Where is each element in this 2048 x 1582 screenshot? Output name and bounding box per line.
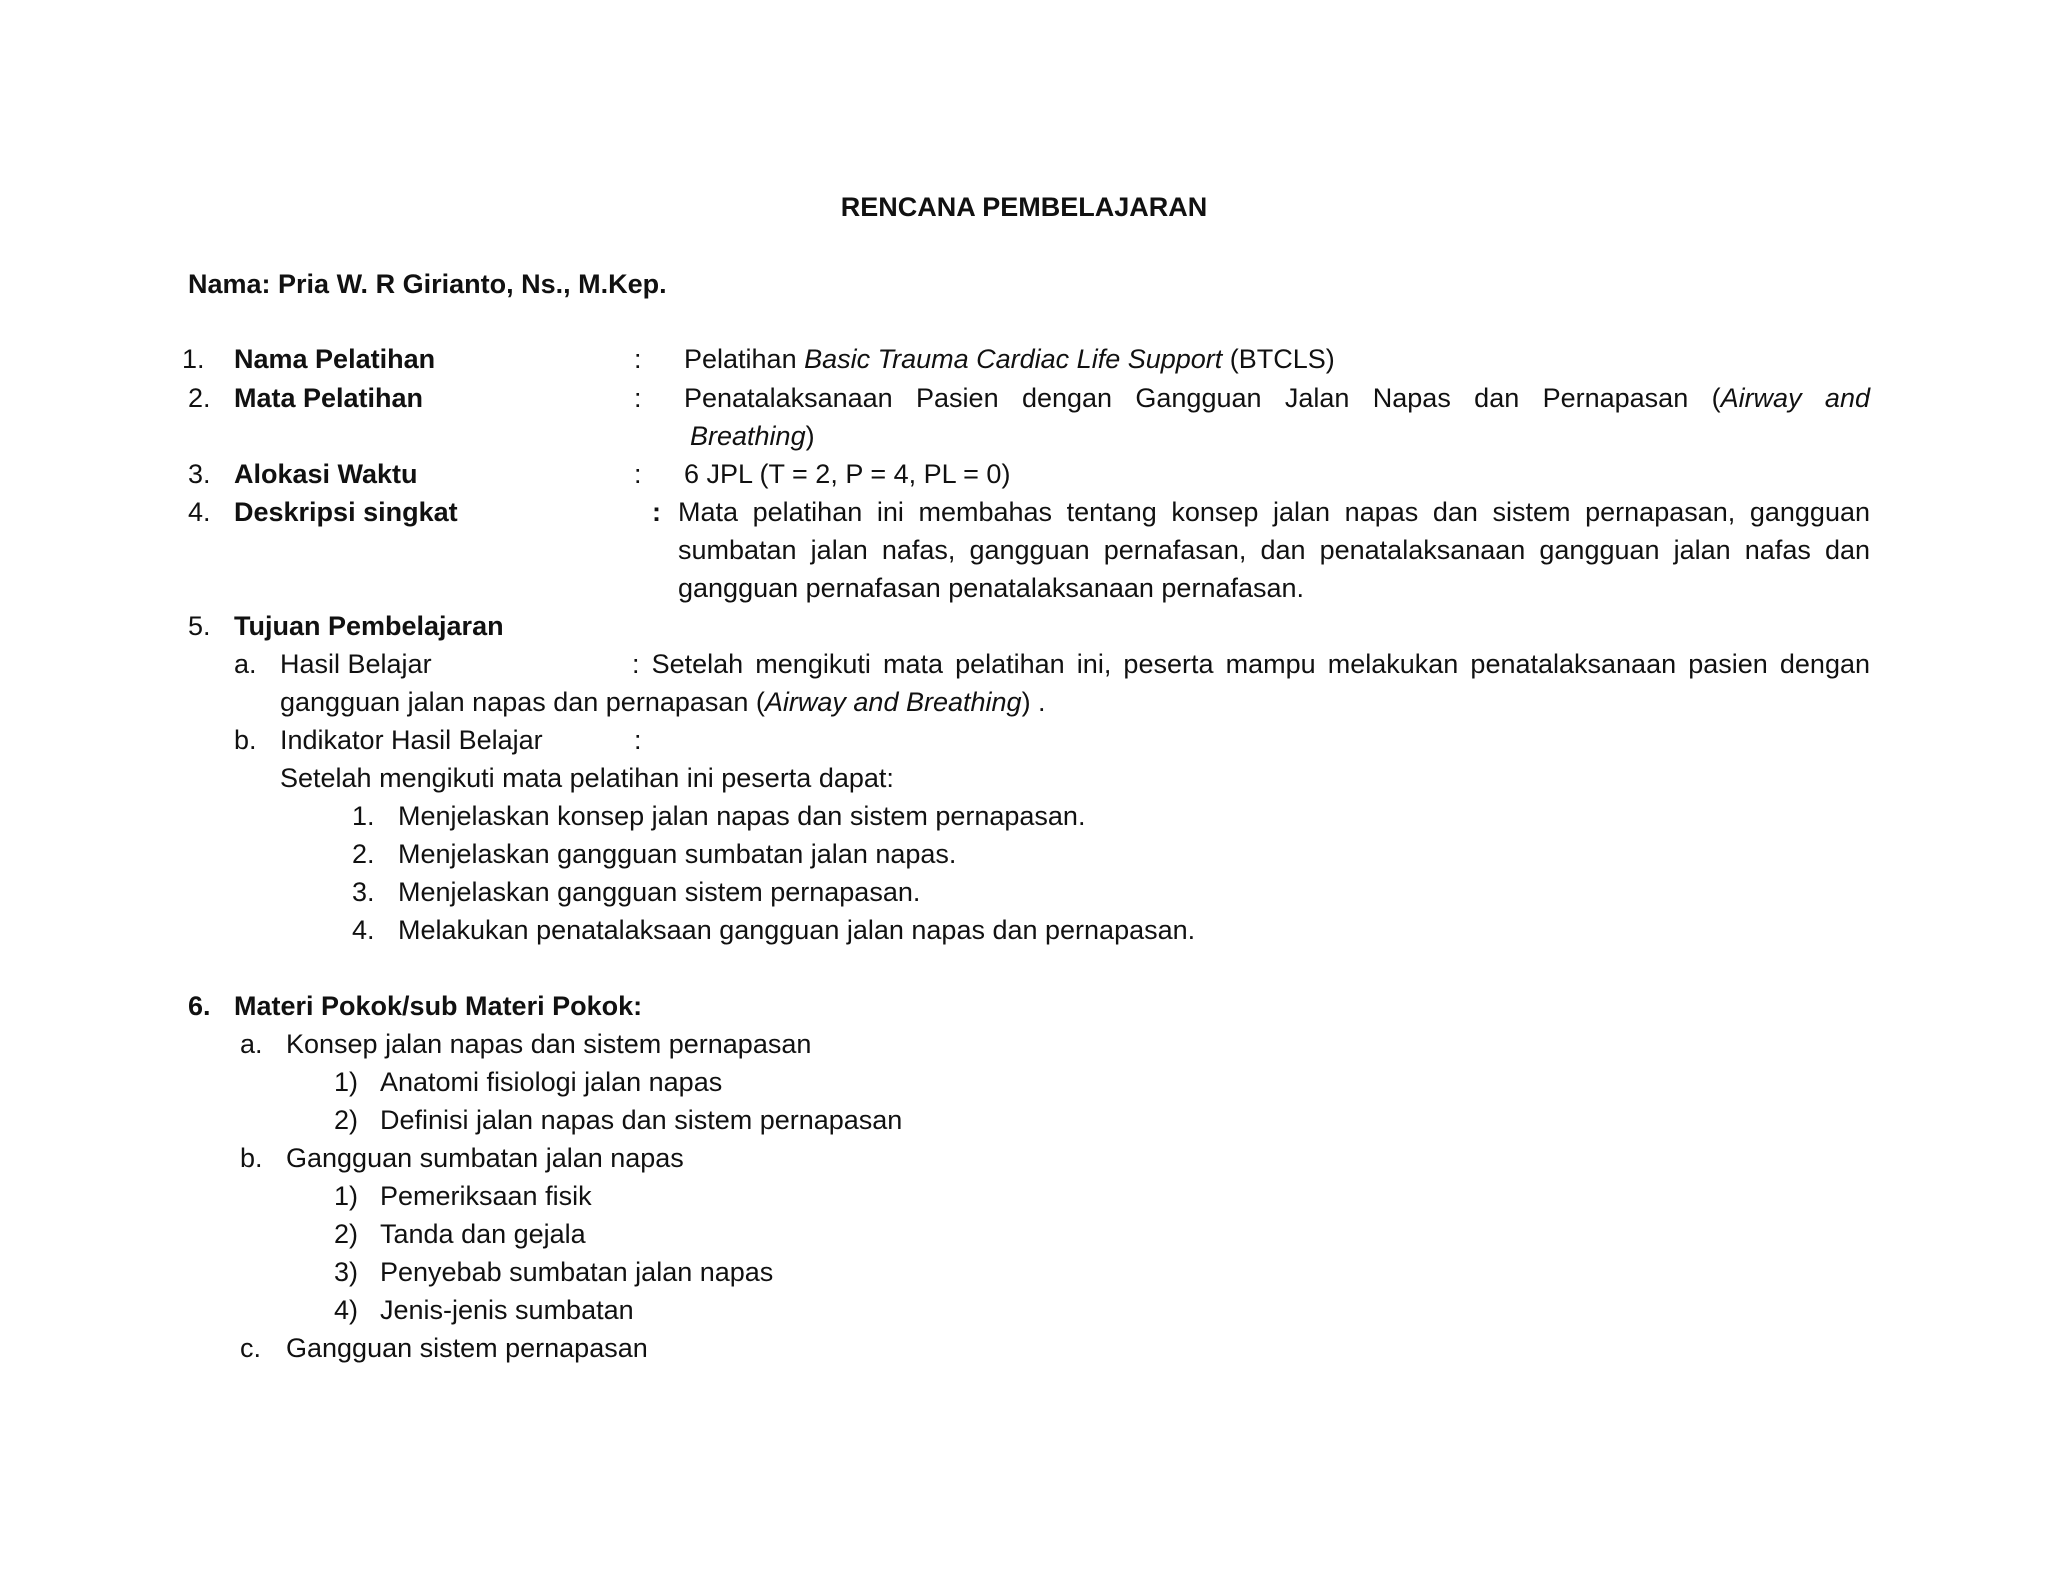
item-4-label: Deskripsi singkat xyxy=(234,497,458,527)
item-2-value-line1 xyxy=(684,379,1870,417)
item-4-value-line1: Mata pelatihan ini membahas tentang konsep jalan napas dan sistem pernapasan, gangguan xyxy=(678,497,1870,527)
item-3-label: Alokasi Waktu xyxy=(234,459,418,489)
author-line: Nama: Pria W. R Girianto, Ns., M.Kep. xyxy=(188,269,667,299)
materi-a-2-text: Definisi jalan napas dan sistem pernapasan xyxy=(380,1105,903,1135)
item-4-value-line2: sumbatan jalan nafas, gangguan pernafasan, dan penatalaksanaan gangguan jalan nafas dan xyxy=(678,535,1870,565)
item-5b-label: Indikator Hasil Belajar xyxy=(280,725,543,755)
materi-a-1-number: 1) xyxy=(334,1067,359,1097)
item-1-value-prefix: Pelatihan xyxy=(684,344,805,374)
indicator-4-number: 4. xyxy=(352,915,375,945)
item-5a-line2 xyxy=(280,683,1046,721)
item-3-number: 3. xyxy=(188,459,211,489)
materi-b-letter: b. xyxy=(240,1143,263,1173)
item-2-value-italic: Airway and xyxy=(1720,383,1870,413)
materi-b-text: Gangguan sumbatan jalan napas xyxy=(286,1143,684,1173)
item-4-value-line3: gangguan pernafasan penatalaksanaan pernafasan. xyxy=(678,573,1305,603)
indicator-3-number: 3. xyxy=(352,877,375,907)
materi-b-2-text: Tanda dan gejala xyxy=(380,1219,586,1249)
item-1-number: 1. xyxy=(182,344,205,374)
item-2-value-line2 xyxy=(690,417,815,455)
item-1-value xyxy=(684,340,1335,378)
indicator-3-text: Menjelaskan gangguan sistem pernapasan. xyxy=(398,877,921,907)
item-5b-colon: : xyxy=(634,725,642,755)
item-5-number: 5. xyxy=(188,611,211,641)
materi-b-1-number: 1) xyxy=(334,1181,359,1211)
item-1-value-suffix: (BTCLS) xyxy=(1222,344,1335,374)
materi-a-2-number: 2) xyxy=(334,1105,359,1135)
item-2-label: Mata Pelatihan xyxy=(234,383,424,413)
item-2-value-line2-suffix: ) xyxy=(805,421,815,451)
page-title: RENCANA PEMBELAJARAN xyxy=(840,192,1208,222)
item-3-colon: : xyxy=(634,459,642,489)
item-2-value-line2-italic: Breathing xyxy=(690,421,806,451)
item-5a-line2-prefix: gangguan jalan napas dan pernapasan ( xyxy=(280,687,765,717)
materi-c-letter: c. xyxy=(240,1333,262,1363)
materi-b-3-number: 3) xyxy=(334,1257,359,1287)
indicator-1-number: 1. xyxy=(352,801,375,831)
materi-a-text: Konsep jalan napas dan sistem pernapasan xyxy=(286,1029,812,1059)
item-5a-label: Hasil Belajar xyxy=(280,649,432,679)
materi-c-text: Gangguan sistem pernapasan xyxy=(286,1333,648,1363)
item-4-colon: : xyxy=(652,497,661,527)
materi-a-1-text: Anatomi fisiologi jalan napas xyxy=(380,1067,723,1097)
item-6-number: 6. xyxy=(188,991,211,1021)
indicator-2-number: 2. xyxy=(352,839,375,869)
item-2-colon: : xyxy=(634,383,642,413)
item-5a-line2-italic: Airway and Breathing xyxy=(764,687,1022,717)
item-3-value: 6 JPL (T = 2, P = 4, PL = 0) xyxy=(684,459,1011,489)
item-2-number: 2. xyxy=(188,383,211,413)
item-5b-letter: b. xyxy=(234,725,257,755)
item-1-value-italic: Basic Trauma Cardiac Life Support xyxy=(804,344,1223,374)
item-1-colon: : xyxy=(634,344,642,374)
item-1-label: Nama Pelatihan xyxy=(234,344,436,374)
item-5a-line1: : Setelah mengikuti mata pelatihan ini, peserta mampu melakukan penatalaksanaan pasien dengan xyxy=(632,649,1870,679)
indicator-2-text: Menjelaskan gangguan sumbatan jalan napas. xyxy=(398,839,957,869)
indicator-4-text: Melakukan penatalaksaan gangguan jalan napas dan pernapasan. xyxy=(398,915,1196,945)
indicator-1-text: Menjelaskan konsep jalan napas dan sistem pernapasan. xyxy=(398,801,1086,831)
materi-a-letter: a. xyxy=(240,1029,263,1059)
item-6-label: Materi Pokok/sub Materi Pokok: xyxy=(234,991,643,1021)
materi-b-4-number: 4) xyxy=(334,1295,359,1325)
item-5a-letter: a. xyxy=(234,649,257,679)
item-4-number: 4. xyxy=(188,497,211,527)
materi-b-4-text: Jenis-jenis sumbatan xyxy=(380,1295,634,1325)
item-5a-line2-suffix: ) . xyxy=(1021,687,1046,717)
item-5-label: Tujuan Pembelajaran xyxy=(234,611,504,641)
materi-b-1-text: Pemeriksaan fisik xyxy=(380,1181,592,1211)
item-5b-intro: Setelah mengikuti mata pelatihan ini peserta dapat: xyxy=(280,763,894,793)
materi-b-2-number: 2) xyxy=(334,1219,359,1249)
materi-b-3-text: Penyebab sumbatan jalan napas xyxy=(380,1257,774,1287)
item-2-value-prefix: Penatalaksanaan Pasien dengan Gangguan Jalan Napas dan Pernapasan ( xyxy=(684,383,1721,413)
